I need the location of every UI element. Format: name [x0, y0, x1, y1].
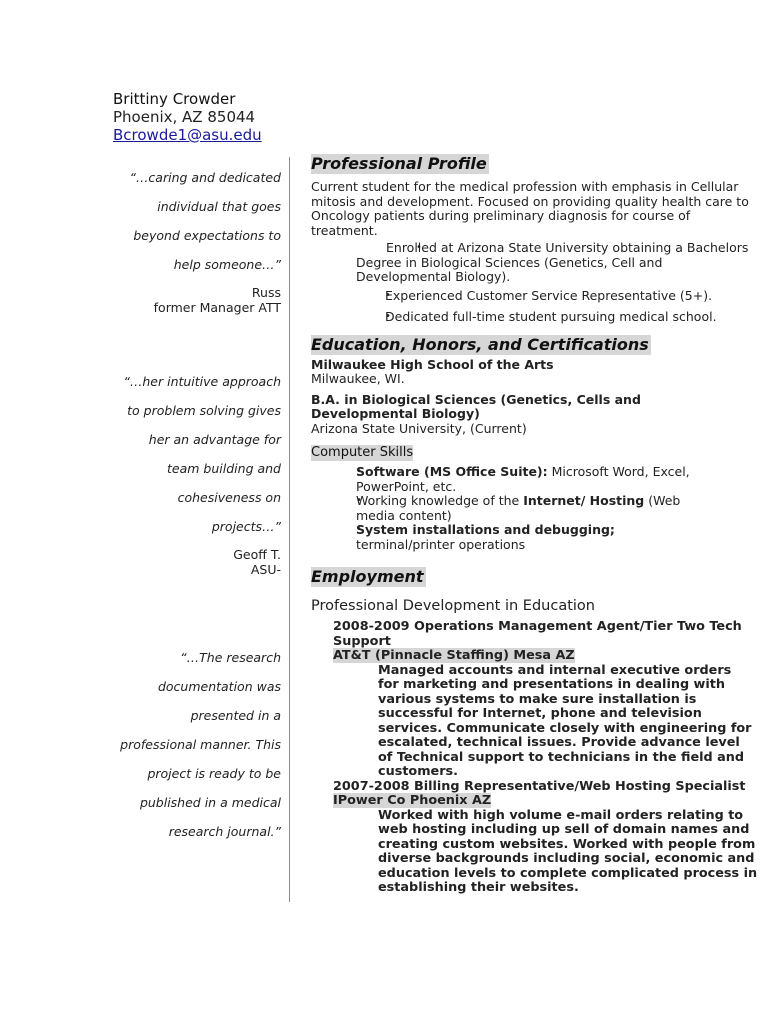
quote-line: documentation was	[157, 679, 281, 694]
job-entry	[333, 620, 751, 780]
skills-list	[311, 465, 711, 552]
quote-line: beyond expectations to	[133, 228, 281, 243]
skill-item: • Software (MS Office Suite): Microsoft Word, Excel, PowerPoint, etc.	[311, 465, 711, 494]
quote-author: Geoff T.	[233, 547, 281, 562]
profile-bullet: • Dedicated full-time student pursuing medical school.	[311, 310, 751, 325]
quote-line: “…The research	[180, 650, 281, 665]
school-name: Milwaukee High School of the Arts	[311, 356, 554, 372]
quote-line: research journal.”	[168, 824, 281, 839]
section-heading-profile: Professional Profile	[311, 154, 487, 173]
testimonial-3	[100, 643, 281, 846]
resume-header	[113, 90, 262, 145]
profile-summary: Current student for the medical profession with emphasis in Cellular mitosis and development. Focused on providing quality health care to Oncology patients during preliminary diagnosis for course of treatment.	[311, 179, 749, 238]
job-title: 2007-2008 Billing Representative/Web Hosting Specialist	[333, 778, 746, 794]
degree-school: Arizona State University, (Current)	[311, 420, 527, 436]
quote-line: “…her intuitive approach	[123, 374, 281, 389]
quote-line: published in a medical	[139, 795, 281, 810]
candidate-name: Brittiny Crowder	[113, 90, 236, 108]
quote-line: projects…”	[211, 519, 281, 534]
quote-author: Russ	[251, 285, 281, 300]
main-column	[311, 154, 758, 896]
section-heading-education: Education, Honors, and Certifications	[311, 334, 649, 354]
quote-author-role: ASU-	[250, 562, 281, 577]
job-description: Worked with high volume e-mail orders relating to web hosting including up sell of domain names and creating custom websites. Worked with people from diverse backgrounds including social, economic and education levels to complete complicated process in establishing their websites.	[378, 807, 758, 895]
job-company: AT&T (Pinnacle Staffing) Mesa AZ	[333, 648, 575, 663]
job-entry	[333, 778, 758, 896]
quote-line: individual that goes	[157, 199, 281, 214]
school-location: Milwaukee, WI.	[311, 371, 405, 386]
email-link[interactable]: Bcrowde1@asu.edu	[113, 126, 262, 144]
quote-line: presented in a	[190, 708, 281, 723]
quote-line: to problem solving gives	[127, 403, 281, 418]
candidate-city: Phoenix, AZ 85044	[113, 108, 256, 126]
column-divider	[289, 157, 290, 902]
employment-subheading: Professional Development in Education	[311, 598, 595, 614]
quote-line: her an advantage for	[148, 432, 281, 447]
quote-line: team building and	[167, 461, 281, 476]
section-heading-skills: Computer Skills	[311, 445, 414, 460]
quote-line: help someone…”	[173, 257, 281, 272]
profile-bullet: • Enrolled at Arizona State University obtaining a Bachelors Degree in Biological Sciences (Genetics, Cell and Developmental Biology).	[311, 241, 751, 285]
degree-name: B.A. in Biological Sciences (Genetics, Cells and Developmental Biology)	[311, 391, 641, 421]
education-entry	[311, 393, 751, 437]
quote-line: professional manner. This	[120, 737, 281, 752]
profile-bullet: • Experienced Customer Service Representative (5+).	[311, 289, 751, 304]
job-description: Managed accounts and internal executive orders for marketing and presentations in dealing with various systems to make sure installation is successful for Internet, phone and television services. Communicate closely with engineering for escalated, technical issues. Provide advance level of Technical support to technicians in the field and customers.	[378, 662, 752, 779]
quote-line: “…caring and dedicated	[129, 170, 281, 185]
education-entry	[311, 358, 751, 387]
skill-item: • Working knowledge of the Internet/ Hosting (Web media content)	[311, 494, 711, 523]
profile-bullet-list	[311, 241, 751, 325]
testimonial-1	[100, 163, 281, 315]
quote-line: project is ready to be	[147, 766, 281, 781]
job-company: IPower Co Phoenix AZ	[333, 793, 492, 808]
quote-line: cohesiveness on	[177, 490, 281, 505]
skill-item: • System installations and debugging; terminal/printer operations	[311, 523, 711, 552]
section-heading-employment: Employment	[311, 567, 424, 586]
quote-author-role: former Manager ATT	[153, 300, 281, 315]
testimonial-2	[100, 367, 281, 577]
job-title: 2008-2009 Operations Management Agent/Tier Two Tech Support	[333, 619, 742, 649]
